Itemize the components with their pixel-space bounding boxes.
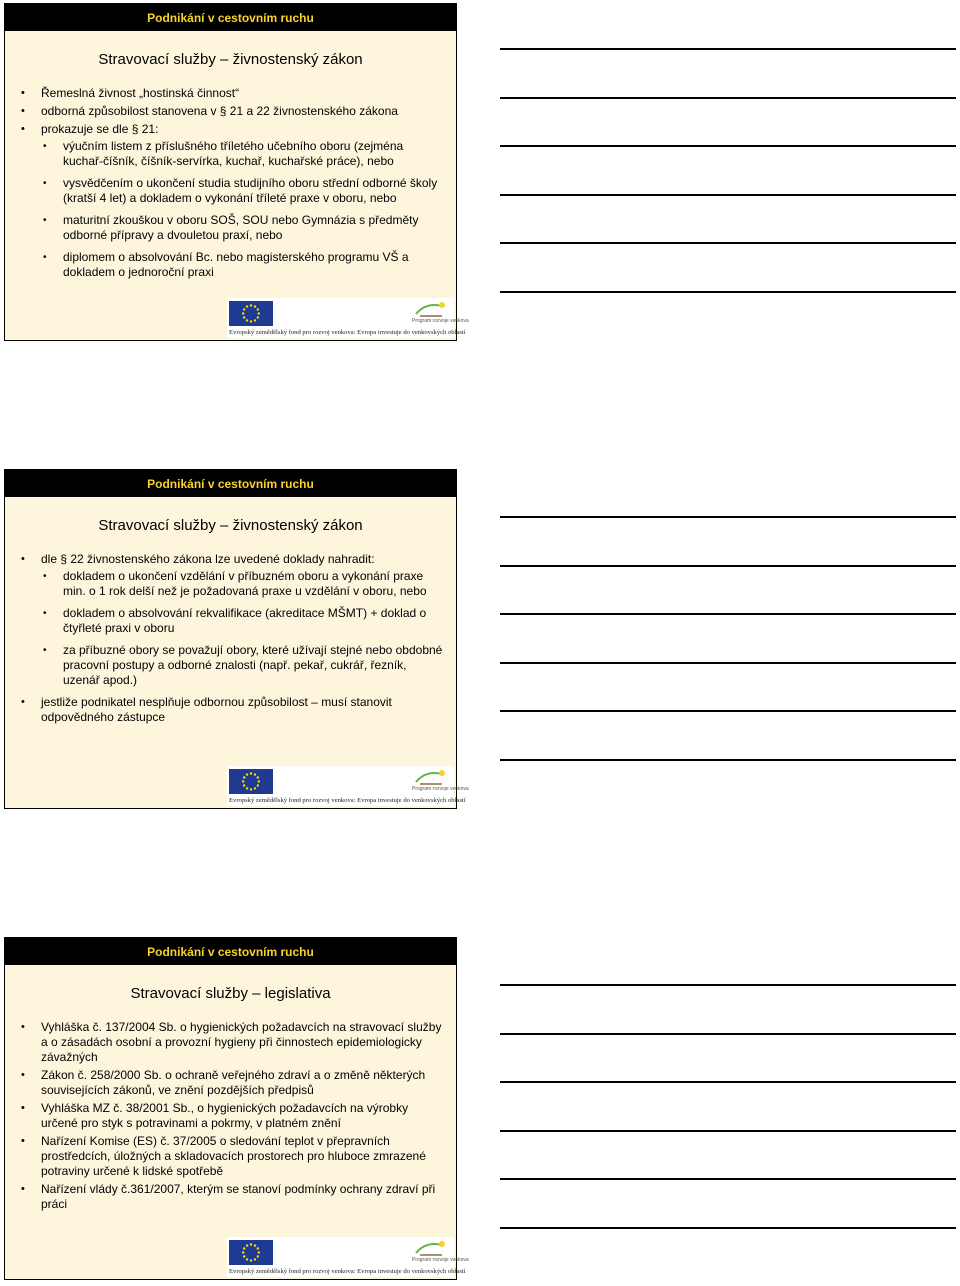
- eu-flag-icon: [229, 1240, 273, 1265]
- sub-bullet-list: [41, 139, 446, 280]
- list-item: • Nařízení vlády č.361/2007, kterým se stanoví podmínky ochrany zdraví při práci: [41, 1182, 446, 1212]
- slide-title-topic: legislativa: [264, 985, 331, 1002]
- note-line: [500, 662, 956, 664]
- sub-list-item: • dokladem o absolvování rekvalifikace (akreditace MŠMT) + doklad o čtyřleté praxi v oboru: [63, 606, 446, 636]
- slide-footer: [227, 766, 469, 806]
- slide-title-topic: živnostenský zákon: [232, 517, 363, 534]
- list-item: • Vyhláška č. 137/2004 Sb. o hygienických požadavcích na stravovací služby a o zásadách osobní a provozní hygieny při činnostech epidemiologicky závažných: [41, 1020, 446, 1065]
- footer-caption: Evropský zemědělský fond pro rozvoj venkova: Evropa investuje do venkovských oblastí: [229, 1268, 466, 1275]
- note-line: [500, 516, 956, 518]
- slide-header: Podnikání v cestovním ruchu: [5, 4, 456, 31]
- list-item: • odborná způsobilost stanovena v § 21 a 22 živnostenského zákona: [41, 104, 446, 119]
- leader-logo-icon: [412, 300, 469, 326]
- slide-footer: [227, 1237, 469, 1277]
- eu-flag-icon: [229, 301, 273, 326]
- sub-bullet-list: [41, 569, 446, 688]
- note-line: [500, 242, 956, 244]
- note-line: [500, 613, 956, 615]
- slide-title: [5, 517, 456, 534]
- list-item: • Zákon č. 258/2000 Sb. o ochraně veřejného zdraví a o změně některých souvisejících zákonů, ve znění pozdějších předpisů: [41, 1068, 446, 1098]
- slide-title-prefix: Stravovací služby –: [130, 985, 265, 1002]
- sub-list-item: • vysvědčením o ukončení studia studijního oboru střední odborné školy (kratší 4 let) a dokladem o vykonání tříleté praxe v oboru, nebo: [63, 176, 446, 206]
- eu-flag-icon: [229, 769, 273, 794]
- note-line: [500, 97, 956, 99]
- leader-logo-icon: [412, 1239, 469, 1265]
- note-line: [500, 1081, 956, 1083]
- footer-caption: Evropský zemědělský fond pro rozvoj venkova: Evropa investuje do venkovských oblastí: [229, 797, 466, 804]
- slide-footer: [227, 298, 469, 338]
- note-line: [500, 1033, 956, 1035]
- sub-list-item: • diplomem o absolvování Bc. nebo magisterského programu VŠ a dokladem o jednoroční praxi: [63, 250, 446, 280]
- sub-list-item: • dokladem o ukončení vzdělání v příbuzném oboru a vykonání praxe min. o 1 rok delší než je požadovaná praxe u vzdělání v oboru, nebo: [63, 569, 446, 599]
- footer-caption: Evropský zemědělský fond pro rozvoj venkova: Evropa investuje do venkovských oblastí: [229, 329, 466, 336]
- notes-lines-3: [500, 984, 956, 1275]
- slide-1: [4, 3, 469, 341]
- slide-title-prefix: Stravovací služby –: [98, 51, 233, 68]
- note-line: [500, 1227, 956, 1229]
- note-line: [500, 1178, 956, 1180]
- list-item: • Řemeslná živnost „hostinská činnost“: [41, 86, 446, 101]
- slide-header: Podnikání v cestovním ruchu: [5, 938, 456, 965]
- note-line: [500, 759, 956, 761]
- slide-3: [4, 937, 469, 1280]
- slide-title-prefix: Stravovací služby –: [98, 517, 233, 534]
- list-item: • prokazuje se dle § 21: • výučním listem z příslušného tříletého učebního oboru (zejména kuchař-číšník, číšník-servírka, kuchař, kuchařské práce), nebo • vysvědčením o ukončení studia studijního oboru střední odborné školy (kratší 4 let) a dokladem o vykonání tříleté praxe v oboru, nebo • maturitní zkouškou v oboru SOŠ, SOU nebo Gymnázia s předměty odborné přípravy a dvouletou praxí, nebo • diplomem o absolvování Bc. nebo magisterského programu VŠ a dokladem o jednoroční praxi: [41, 122, 446, 280]
- leader-logo-icon: [412, 768, 469, 794]
- slide-2: [4, 469, 469, 809]
- slide-title-topic: živnostenský zákon: [232, 51, 363, 68]
- note-line: [500, 565, 956, 567]
- note-line: [500, 194, 956, 196]
- bullet-list: [5, 86, 456, 280]
- sub-list-item: • výučním listem z příslušného tříletého učebního oboru (zejména kuchař-číšník, číšník-servírka, kuchař, kuchařské práce), nebo: [63, 139, 446, 169]
- note-line: [500, 984, 956, 986]
- sub-list-item: • maturitní zkouškou v oboru SOŠ, SOU nebo Gymnázia s předměty odborné přípravy a dvouletou praxí, nebo: [63, 213, 446, 243]
- note-line: [500, 291, 956, 293]
- notes-lines-2: [500, 516, 956, 807]
- leader-logo-text: Program rozvoje venkova: [412, 786, 469, 792]
- note-line: [500, 1130, 956, 1132]
- bullet-list: [5, 1020, 456, 1212]
- bullet-list: [5, 552, 456, 725]
- list-item: • dle § 22 živnostenského zákona lze uvedené doklady nahradit: • dokladem o ukončení vzdělání v příbuzném oboru a vykonání praxe min. o 1 rok delší než je požadovaná praxe u vzdělání v oboru, nebo • dokladem o absolvování rekvalifikace (akreditace MŠMT) + doklad o čtyřleté praxi v oboru • za příbuzné obory se považují obory, které užívají stejné nebo obdobné pracovní postupy a odborné znalosti (např. pekař, cukrář, řezník, uzenář apod.): [41, 552, 446, 688]
- leader-logo-text: Program rozvoje venkova: [412, 318, 469, 324]
- note-line: [500, 710, 956, 712]
- notes-lines-1: [500, 48, 956, 339]
- note-line: [500, 48, 956, 50]
- slide-title: [5, 51, 456, 68]
- list-item: • jestliže podnikatel nesplňuje odbornou způsobilost – musí stanovit odpovědného zástupce: [41, 695, 446, 725]
- sub-list-item: • za příbuzné obory se považují obory, které užívají stejné nebo obdobné pracovní postupy a odborné znalosti (např. pekař, cukrář, řezník, uzenář apod.): [63, 643, 446, 688]
- slide-title: [5, 985, 456, 1002]
- note-line: [500, 145, 956, 147]
- leader-logo-text: Program rozvoje venkova: [412, 1257, 469, 1263]
- slide-header: Podnikání v cestovním ruchu: [5, 470, 456, 497]
- list-item: • Nařízení Komise (ES) č. 37/2005 o sledování teplot v přepravních prostředcích, úložných a skladovacích prostorech pro hlubоce zmrazené potraviny určené k lidské spotřebě: [41, 1134, 446, 1179]
- list-item: • Vyhláška MZ č. 38/2001 Sb., o hygienických požadavcích na výrobky určené pro styk s potravinami a pokrmy, v platném znění: [41, 1101, 446, 1131]
